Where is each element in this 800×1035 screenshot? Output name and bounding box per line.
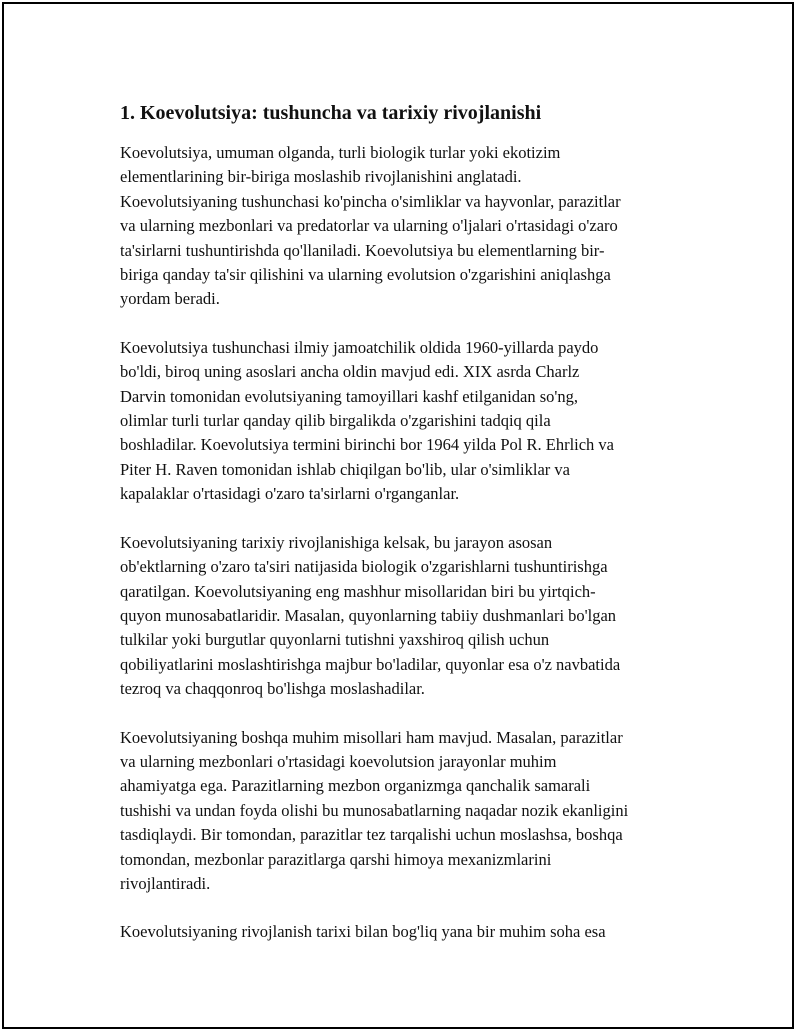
paragraph-1: Koevolutsiya, umuman olganda, turli biologik turlar yoki ekotizim elementlarining bir-biriga moslashib rivojlanishini anglatadi. Koevolutsiyaning tushunchasi ko'pincha o'simliklar va hayvonlar, parazitlar va ularning mezbonlari va predatorlar va ularning o'ljalari o'rtasidagi o'zaro ta'sirlarni tushuntirishda qo'llaniladi. Koevolutsiya bu elementlarning bir- biriga qanday ta'sir qilishini va ularning evolutsion o'zgarishini aniqlashga yordam beradi. bbox=[120, 143, 621, 309]
paragraph-5: Koevolutsiyaning rivojlanish tarixi bilan bog'liq yana bir muhim soha esa bbox=[120, 922, 606, 942]
paragraph-4: Koevolutsiyaning boshqa muhim misollari ham mavjud. Masalan, parazitlar va ularning mezbonlari o'rtasidagi koevolutsion jarayonlar muhim ahamiyatga ega. Parazitlarning mezbon organizmga qanchalik samarali tushishi va undan foyda olishi bu munosabatlarning naqadar nozik ekanligini tasdiqlaydi. Bir tomondan, parazitlar tez tarqalishi uchun moslashsa, boshqa tomondan, mezbonlar parazitlarga qarshi himoya mexanizmlarini rivojlantiradi. bbox=[120, 727, 629, 893]
document-page bbox=[2, 2, 794, 1029]
section-title: 1. Koevolutsiya: tushuncha va tarixiy rivojlanishi bbox=[120, 102, 542, 124]
document-content bbox=[120, 100, 700, 969]
paragraph-3: Koevolutsiyaning tarixiy rivojlanishiga kelsak, bu jarayon asosan ob'ektlarning o'zaro ta'siri natijasida biologik o'zgarishlarni tushuntirishga qaratilgan. Koevolutsiyaning eng mashhur misollaridan biri bu yirtqich- quyon munosabatlaridir. Masalan, quyonlarning tabiiy dushmanlari bo'lgan tulkilar yoki burgutlar quyonlarni tutishni yaxshiroq qilish uchun qobiliyatlarini moslashtirishga majbur bo'ladilar, quyonlar esa o'z navbatida tezroq va chaqqonroq bo'lishga moslashadilar. bbox=[120, 532, 621, 699]
paragraph-2: Koevolutsiya tushunchasi ilmiy jamoatchilik oldida 1960-yillarda paydo bo'ldi, biroq uning asoslari ancha oldin mavjud edi. XIX asrda Charlz Darvin tomonidan evolutsiyaning tamoyillari kashf etilganidan so'ng, olimlar turli turlar qanday qilib birgalikda o'zgarishini tadqiq qila boshladilar. Koevolutsiya termini birinchi bor 1964 yilda Pol R. Ehrlich va Piter H. Raven tomonidan ishlab chiqilgan bo'lib, ular o'simliklar va kapalaklar o'rtasidagi o'zaro ta'sirlarni o'rganganlar. bbox=[120, 337, 615, 504]
